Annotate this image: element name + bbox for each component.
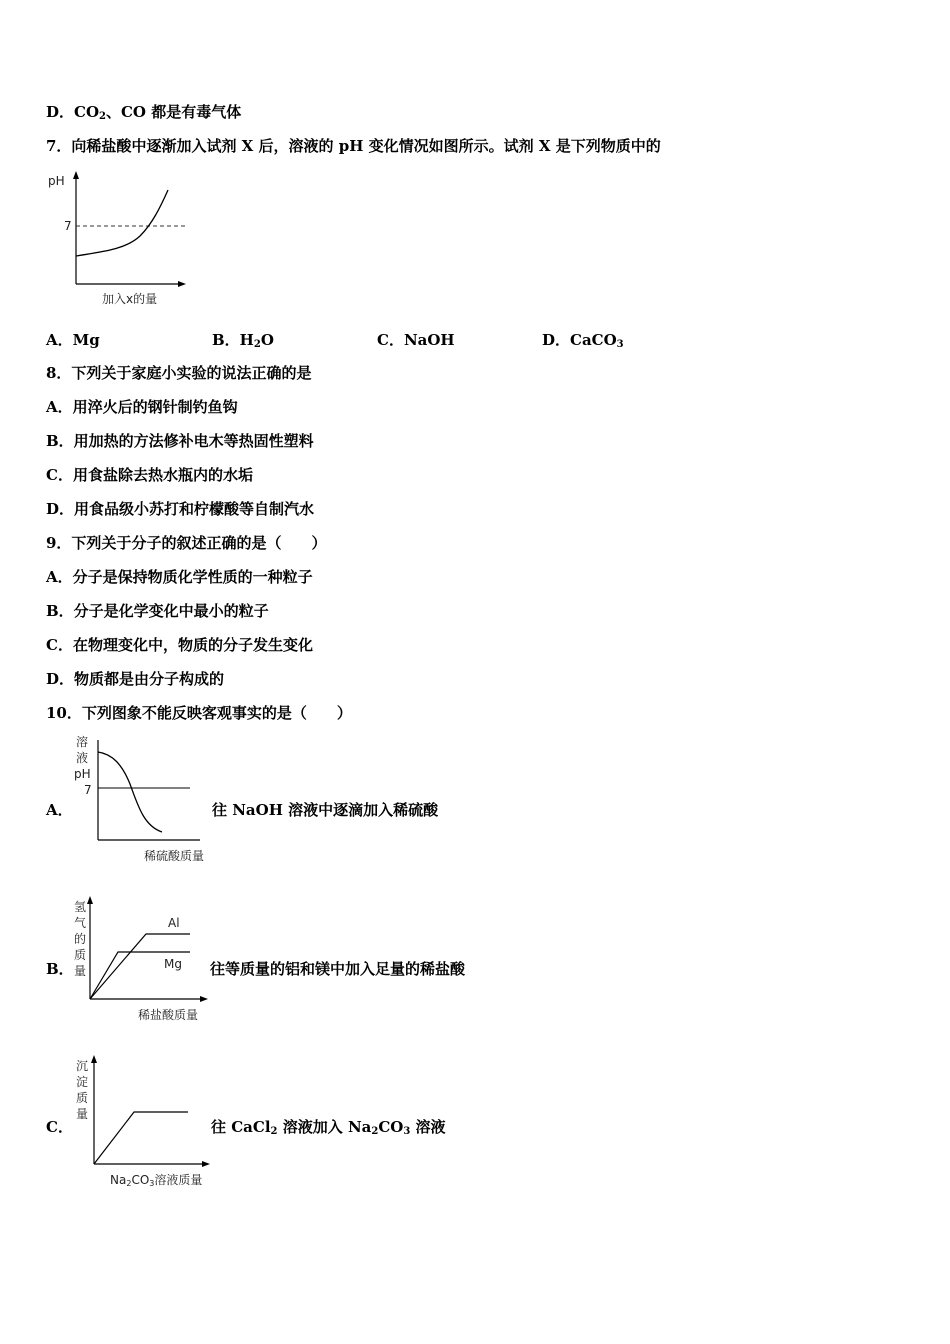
- q7-x-label: 加入x的量: [102, 292, 158, 306]
- q10b-x-label: 稀盐酸质量: [138, 1008, 199, 1022]
- q10b-series-mg: Mg: [164, 957, 182, 971]
- q10a-x-label: 稀硫酸质量: [144, 849, 205, 863]
- q9-option-b: B．分子是化学变化中最小的粒子: [46, 602, 269, 620]
- q10-option-b-desc: 往等质量的铝和镁中加入足量的稀盐酸: [210, 960, 466, 978]
- q10-option-a-letter: A．: [46, 801, 73, 819]
- q10b-y-label-1: 氢: [74, 900, 87, 914]
- q10b-series-al: Al: [168, 916, 180, 930]
- q10b-y-label-2: 气: [74, 916, 87, 930]
- q10c-y-label-1: 沉: [76, 1059, 89, 1073]
- q10a-y-label-3: pH: [74, 767, 91, 781]
- q7-option-a: A．Mg: [46, 331, 100, 349]
- q9-option-a: A．分子是保持物质化学性质的一种粒子: [46, 568, 313, 586]
- q8-option-b: B．用加热的方法修补电木等热固性塑料: [46, 432, 314, 450]
- q10b-y-label-4: 质: [74, 948, 87, 962]
- q10-option-a-desc: 往 NaOH 溶液中逐滴加入稀硫酸: [212, 801, 439, 819]
- q7-ph-graph: [40, 166, 210, 316]
- q10c-y-label-4: 量: [76, 1107, 89, 1121]
- q10c-x-label: Na2CO3溶液质量: [110, 1173, 203, 1188]
- q9-stem: 9．下列关于分子的叙述正确的是（ ）: [46, 534, 327, 552]
- q10-b-graph: [70, 893, 220, 1028]
- q7-option-c: C．NaOH: [377, 331, 455, 349]
- q8-option-a: A．用淬火后的钢针制钓鱼钩: [46, 398, 238, 416]
- q10-a-graph: [70, 732, 220, 867]
- q10b-y-label-5: 量: [74, 964, 87, 978]
- q7-tick-7: 7: [64, 219, 72, 233]
- q10b-y-label-3: 的: [74, 932, 87, 946]
- q10a-tick-7: 7: [84, 783, 92, 797]
- q7-option-b: B．$H_2O$: [212, 331, 274, 350]
- q10-option-c-letter: C．: [46, 1118, 73, 1136]
- q10-stem: 10．下列图象不能反映客观事实的是（ ）: [46, 704, 352, 722]
- q10a-y-label-2: 液: [76, 751, 89, 765]
- q10a-y-label-1: 溶: [76, 735, 89, 749]
- q10-c-graph: [70, 1050, 220, 1190]
- q9-option-c: C．在物理变化中，物质的分子发生变化: [46, 636, 313, 654]
- q7-stem: 7．向稀盐酸中逐渐加入试剂 X 后，溶液的 pH 变化情况如图所示。试剂 X 是下列物质中的: [46, 137, 661, 155]
- q7-y-label: pH: [48, 174, 65, 188]
- q10c-y-label-3: 质: [76, 1091, 89, 1105]
- q7-option-d: D．CaCO$_3$: [542, 331, 624, 350]
- q6-option-d: D．$CO_2$、CO 都是有毒气体: [46, 103, 242, 122]
- q8-stem: 8．下列关于家庭小实验的说法正确的是: [46, 364, 312, 382]
- q8-option-d: D．用食品级小苏打和柠檬酸等自制汽水: [46, 500, 315, 518]
- q10c-y-label-2: 淀: [76, 1075, 89, 1089]
- q8-option-c: C．用食盐除去热水瓶内的水垢: [46, 466, 253, 484]
- q10-option-b-letter: B．: [46, 960, 74, 978]
- q9-option-d: D．物质都是由分子构成的: [46, 670, 225, 688]
- q10-option-c-desc: 往 CaCl$_2$ 溶液加入 $Na_2CO_3$ 溶液: [211, 1118, 446, 1137]
